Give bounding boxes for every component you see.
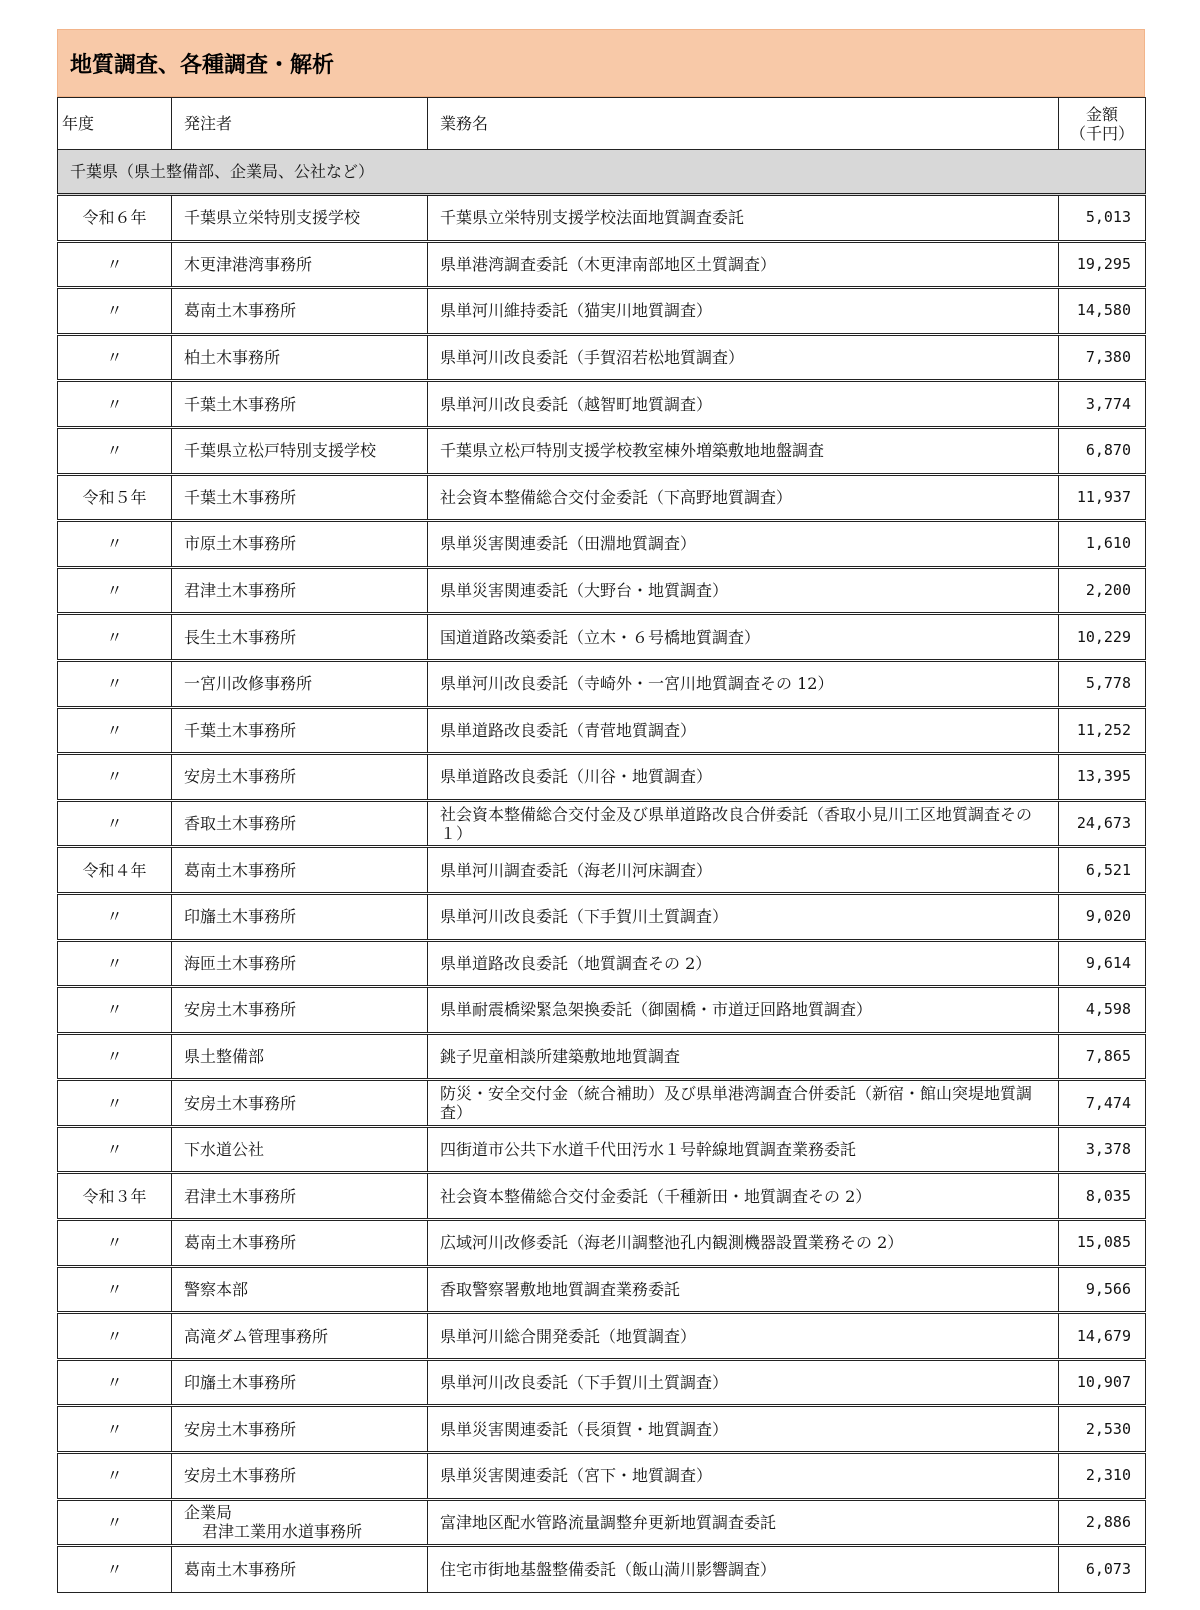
row-amount: 2,530	[1059, 1406, 1146, 1453]
row-task-name: 千葉県立松戸特別支援学校教室棟外増築敷地地盤調査	[428, 427, 1059, 474]
row-amount: 9,566	[1059, 1266, 1146, 1313]
table-row	[58, 660, 1146, 707]
row-client-name: 木更津港湾事務所	[184, 254, 313, 274]
row-client-name: 柏土木事務所	[184, 348, 281, 368]
row-amount: 15,085	[1059, 1220, 1146, 1267]
table-row	[58, 1220, 1146, 1267]
row-client-name: 企業局	[184, 1503, 233, 1523]
row-year: 〃	[58, 1313, 172, 1360]
table-row	[58, 474, 1146, 521]
row-client-name: 葛南土木事務所	[184, 301, 297, 321]
row-year: 〃	[58, 1033, 172, 1080]
table-row	[58, 567, 1146, 614]
row-task-name: 社会資本整備総合交付金委託（下高野地質調査）	[428, 474, 1059, 521]
row-client-name: 千葉県立松戸特別支援学校	[184, 441, 377, 461]
row-year: 〃	[58, 1499, 172, 1546]
row-client-subname: 君津工業用水道事務所	[202, 1522, 363, 1542]
table-row	[58, 1359, 1146, 1406]
row-year: 〃	[58, 567, 172, 614]
row-amount: 1,610	[1059, 521, 1146, 568]
row-year: 令和５年	[58, 474, 172, 521]
row-task-name: 香取警察署敷地地質調査業務委託	[428, 1266, 1059, 1313]
row-amount: 13,395	[1059, 754, 1146, 801]
table-row	[58, 847, 1146, 894]
row-year: 〃	[58, 800, 172, 847]
row-year: 〃	[58, 288, 172, 335]
row-client-name: 千葉土木事務所	[184, 720, 297, 740]
row-client-name: 葛南土木事務所	[184, 1233, 297, 1253]
row-client-name: 海匝土木事務所	[184, 953, 297, 973]
row-amount: 3,774	[1059, 381, 1146, 428]
row-client-name: 君津土木事務所	[184, 1186, 297, 1206]
row-year: 令和６年	[58, 195, 172, 242]
row-task-name: 県単河川維持委託（猫実川地質調査）	[428, 288, 1059, 335]
row-year: 〃	[58, 1453, 172, 1500]
group-label: 千葉県（県土整備部、企業局、公社など）	[58, 150, 1146, 195]
row-amount: 19,295	[1059, 241, 1146, 288]
row-amount: 7,380	[1059, 334, 1146, 381]
row-client	[172, 381, 428, 428]
row-client-name: 千葉土木事務所	[184, 487, 297, 507]
table-header-row	[58, 98, 1146, 150]
table-row	[58, 800, 1146, 847]
row-amount: 3,378	[1059, 1126, 1146, 1173]
row-task-name: 住宅市街地基盤整備委託（飯山満川影響調査）	[428, 1546, 1059, 1593]
row-task-name: 県単河川改良委託（手賀沼若松地質調査）	[428, 334, 1059, 381]
row-task-name: 広域河川改修委託（海老川調整池孔内観測機器設置業務その 2）	[428, 1220, 1059, 1267]
row-task-name: 県単河川改良委託（下手賀川土質調査）	[428, 893, 1059, 940]
table-row	[58, 288, 1146, 335]
row-client	[172, 614, 428, 661]
row-task-name: 県単耐震橋梁緊急架換委託（御園橋・市道迂回路地質調査）	[428, 987, 1059, 1034]
row-task-name: 県単道路改良委託（青菅地質調査）	[428, 707, 1059, 754]
row-task-name: 社会資本整備総合交付金委託（千種新田・地質調査その 2）	[428, 1173, 1059, 1220]
row-amount: 14,679	[1059, 1313, 1146, 1360]
table-row	[58, 1033, 1146, 1080]
row-client	[172, 334, 428, 381]
row-client	[172, 1173, 428, 1220]
row-amount: 11,937	[1059, 474, 1146, 521]
row-year: 〃	[58, 1359, 172, 1406]
row-year: 〃	[58, 987, 172, 1034]
row-client-name: 警察本部	[184, 1279, 249, 1299]
row-amount: 6,521	[1059, 847, 1146, 894]
row-client-name: 下水道公社	[184, 1140, 265, 1160]
row-year: 〃	[58, 381, 172, 428]
row-amount: 7,865	[1059, 1033, 1146, 1080]
table-row	[58, 1080, 1146, 1127]
row-client	[172, 847, 428, 894]
row-amount: 6,870	[1059, 427, 1146, 474]
row-client	[172, 1126, 428, 1173]
row-task-name: 県単河川調査委託（海老川河床調査）	[428, 847, 1059, 894]
row-task-name: 県単河川改良委託（越智町地質調査）	[428, 381, 1059, 428]
row-client	[172, 1033, 428, 1080]
table-row	[58, 381, 1146, 428]
row-task-name: 県単港湾調査委託（木更津南部地区土質調査）	[428, 241, 1059, 288]
row-task-name: 千葉県立栄特別支援学校法面地質調査委託	[428, 195, 1059, 242]
row-year: 〃	[58, 1406, 172, 1453]
row-amount: 6,073	[1059, 1546, 1146, 1593]
table-row	[58, 940, 1146, 987]
table-row	[58, 1266, 1146, 1313]
row-task-name: 防災・安全交付金（統合補助）及び県単港湾調査合併委託（新宿・館山突堤地質調査）	[428, 1080, 1059, 1127]
row-year: 〃	[58, 1080, 172, 1127]
row-task-name: 県単災害関連委託（大野台・地質調査）	[428, 567, 1059, 614]
table-row	[58, 334, 1146, 381]
row-client	[172, 1080, 428, 1127]
row-client	[172, 195, 428, 242]
row-client	[172, 893, 428, 940]
table-row	[58, 1173, 1146, 1220]
row-client	[172, 940, 428, 987]
row-client-name: 葛南土木事務所	[184, 1560, 297, 1580]
row-year: 令和４年	[58, 847, 172, 894]
row-client	[172, 1220, 428, 1267]
row-year: 〃	[58, 241, 172, 288]
row-task-name: 県単災害関連委託（宮下・地質調査）	[428, 1453, 1059, 1500]
row-client-name: 安房土木事務所	[184, 1000, 297, 1020]
row-client	[172, 567, 428, 614]
row-client-name: 安房土木事務所	[184, 1419, 297, 1439]
row-client	[172, 754, 428, 801]
table-row	[58, 987, 1146, 1034]
row-year: 令和３年	[58, 1173, 172, 1220]
row-amount: 4,598	[1059, 987, 1146, 1034]
table-row	[58, 1453, 1146, 1500]
table-row	[58, 427, 1146, 474]
header-year: 年度	[58, 98, 172, 150]
row-task-name: 富津地区配水管路流量調整弁更新地質調査委託	[428, 1499, 1059, 1546]
row-amount: 8,035	[1059, 1173, 1146, 1220]
row-year: 〃	[58, 1546, 172, 1593]
row-amount: 7,474	[1059, 1080, 1146, 1127]
row-client	[172, 427, 428, 474]
row-client-name: 香取土木事務所	[184, 814, 297, 834]
table-row	[58, 1126, 1146, 1173]
row-client-name: 葛南土木事務所	[184, 860, 297, 880]
row-year: 〃	[58, 754, 172, 801]
row-client-name: 安房土木事務所	[184, 1466, 297, 1486]
row-client-name: 千葉土木事務所	[184, 394, 297, 414]
row-task-name: 四街道市公共下水道千代田汚水１号幹線地質調査業務委託	[428, 1126, 1059, 1173]
results-table	[57, 97, 1146, 1593]
row-client-name: 安房土木事務所	[184, 1093, 297, 1113]
row-year: 〃	[58, 427, 172, 474]
document-page	[57, 29, 1145, 1593]
row-client	[172, 521, 428, 568]
table-row	[58, 614, 1146, 661]
table-row	[58, 1546, 1146, 1593]
table-row	[58, 521, 1146, 568]
row-client	[172, 1359, 428, 1406]
row-client-name: 一宮川改修事務所	[184, 674, 313, 694]
row-client	[172, 1266, 428, 1313]
row-year: 〃	[58, 521, 172, 568]
row-client-name: 千葉県立栄特別支援学校	[184, 208, 361, 228]
table-row	[58, 754, 1146, 801]
row-amount: 11,252	[1059, 707, 1146, 754]
header-name: 業務名	[428, 98, 1059, 150]
row-client-name: 長生土木事務所	[184, 627, 297, 647]
row-client	[172, 1406, 428, 1453]
row-year: 〃	[58, 614, 172, 661]
row-task-name: 県単道路改良委託（川谷・地質調査）	[428, 754, 1059, 801]
row-task-name: 国道道路改築委託（立木・６号橋地質調査）	[428, 614, 1059, 661]
row-client-name: 市原土木事務所	[184, 534, 297, 554]
row-task-name: 県単河川改良委託（下手賀川土質調査）	[428, 1359, 1059, 1406]
row-client-name: 高滝ダム管理事務所	[184, 1326, 329, 1346]
row-amount: 9,614	[1059, 940, 1146, 987]
header-amount-line2: （千円）	[1069, 123, 1134, 143]
row-year: 〃	[58, 893, 172, 940]
row-client-name: 県土整備部	[184, 1046, 265, 1066]
row-year: 〃	[58, 1266, 172, 1313]
row-client	[172, 241, 428, 288]
header-client: 発注者	[172, 98, 428, 150]
row-client	[172, 1313, 428, 1360]
group-row	[58, 150, 1146, 195]
row-amount: 5,778	[1059, 660, 1146, 707]
row-client	[172, 707, 428, 754]
row-task-name: 県単災害関連委託（田淵地質調査）	[428, 521, 1059, 568]
row-amount: 10,907	[1059, 1359, 1146, 1406]
row-client-name: 印旛土木事務所	[184, 1373, 297, 1393]
row-amount: 2,886	[1059, 1499, 1146, 1546]
row-amount: 10,229	[1059, 614, 1146, 661]
table-row	[58, 1406, 1146, 1453]
header-amount-line1: 金額	[1085, 104, 1118, 124]
row-client	[172, 987, 428, 1034]
header-amount	[1059, 98, 1146, 150]
row-amount: 2,200	[1059, 567, 1146, 614]
row-year: 〃	[58, 1220, 172, 1267]
row-year: 〃	[58, 660, 172, 707]
row-client-name: 印旛土木事務所	[184, 907, 297, 927]
section-title: 地質調査、各種調査・解析	[57, 29, 1145, 97]
row-task-name: 社会資本整備総合交付金及び県単道路改良合併委託（香取小見川工区地質調査その１）	[428, 800, 1059, 847]
row-client	[172, 474, 428, 521]
row-year: 〃	[58, 940, 172, 987]
row-year: 〃	[58, 707, 172, 754]
row-task-name: 銚子児童相談所建築敷地地質調査	[428, 1033, 1059, 1080]
row-client	[172, 1499, 428, 1546]
row-task-name: 県単河川改良委託（寺崎外・一宮川地質調査その 12）	[428, 660, 1059, 707]
table-row	[58, 1313, 1146, 1360]
row-amount: 2,310	[1059, 1453, 1146, 1500]
row-task-name: 県単河川総合開発委託（地質調査）	[428, 1313, 1059, 1360]
table-row	[58, 707, 1146, 754]
row-client-name: 君津土木事務所	[184, 581, 297, 601]
row-client	[172, 660, 428, 707]
row-client-name: 安房土木事務所	[184, 767, 297, 787]
row-amount: 24,673	[1059, 800, 1146, 847]
row-amount: 9,020	[1059, 893, 1146, 940]
row-client	[172, 1546, 428, 1593]
row-client	[172, 288, 428, 335]
row-client	[172, 1453, 428, 1500]
table-row	[58, 893, 1146, 940]
row-year: 〃	[58, 1126, 172, 1173]
row-amount: 5,013	[1059, 195, 1146, 242]
table-row	[58, 241, 1146, 288]
row-year: 〃	[58, 334, 172, 381]
row-client	[172, 800, 428, 847]
table-row	[58, 195, 1146, 242]
row-task-name: 県単道路改良委託（地質調査その 2）	[428, 940, 1059, 987]
table-row	[58, 1499, 1146, 1546]
row-amount: 14,580	[1059, 288, 1146, 335]
row-task-name: 県単災害関連委託（長須賀・地質調査）	[428, 1406, 1059, 1453]
